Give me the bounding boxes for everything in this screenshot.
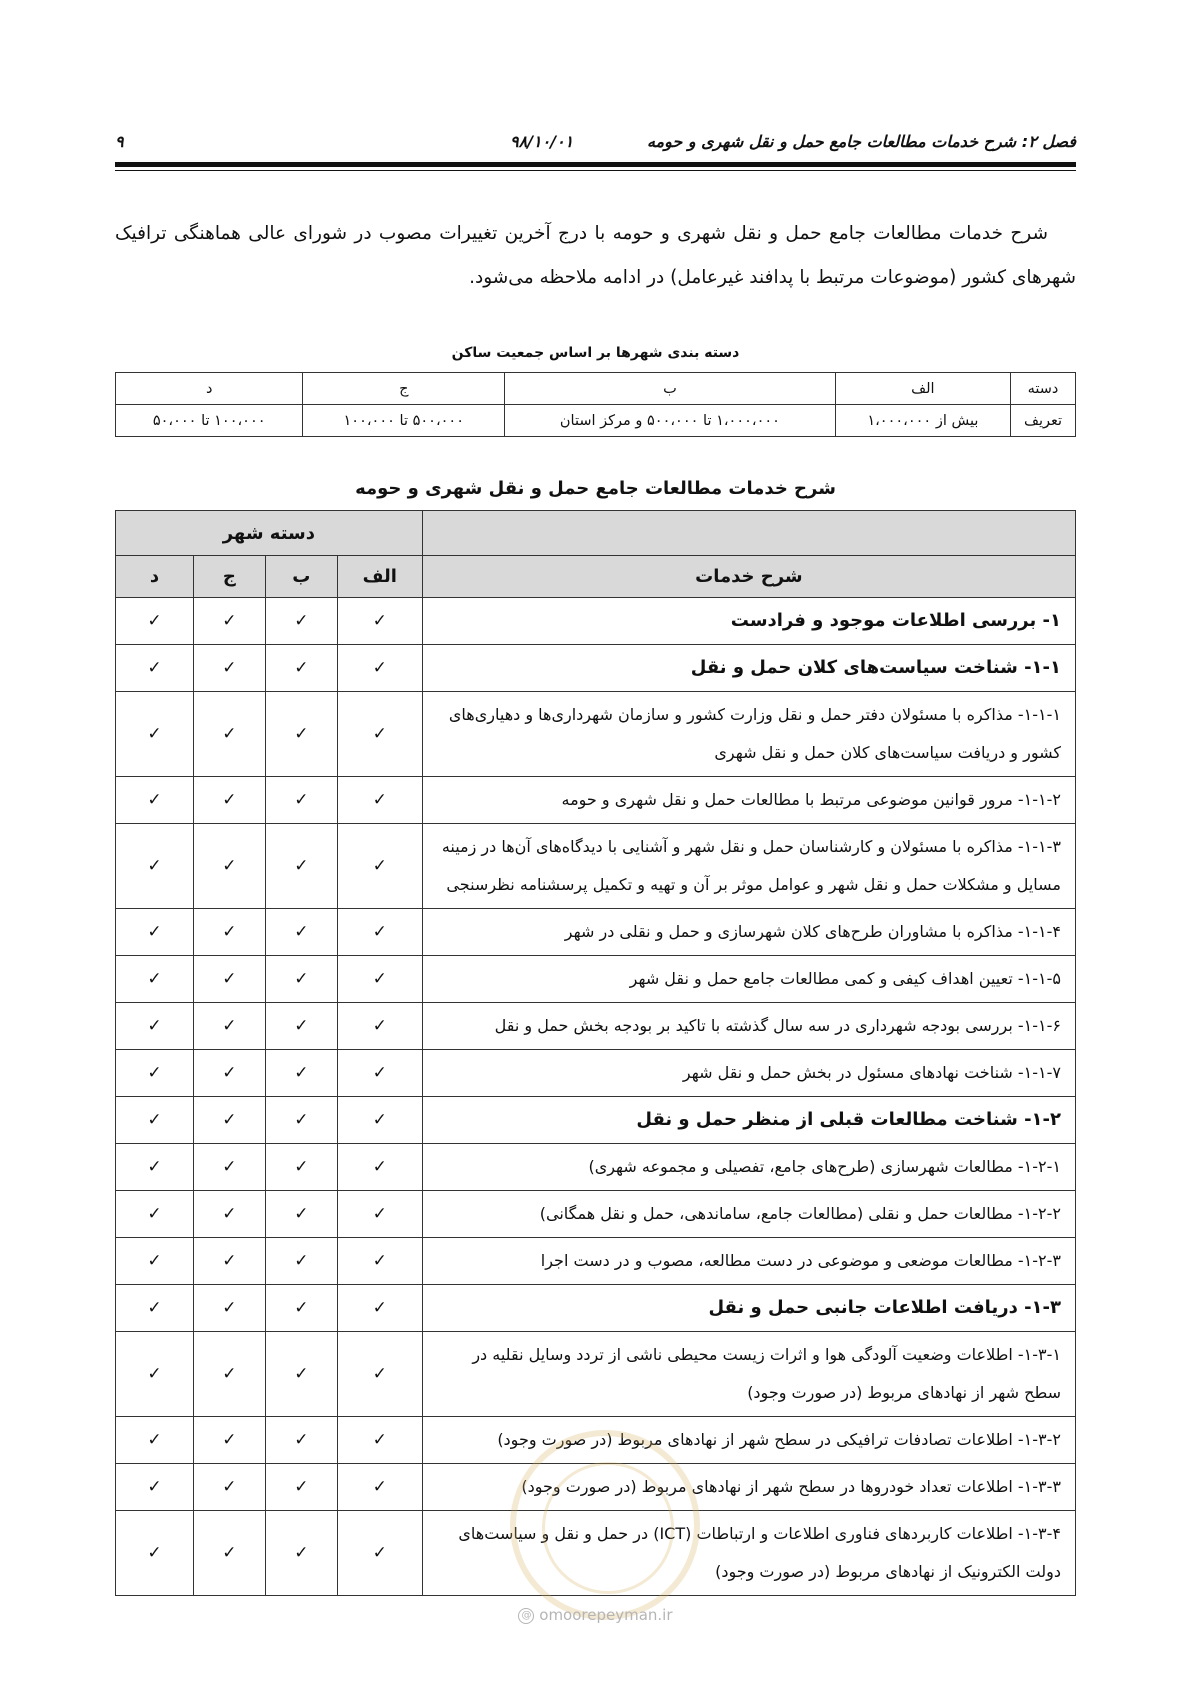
checkmark-icon: ✓ bbox=[193, 1417, 265, 1464]
service-section-title: ۱-۱- شناخت سیاست‌های کلان حمل و نقل bbox=[422, 645, 1075, 692]
watermark-seal bbox=[510, 1430, 700, 1620]
checkmark-icon: ✓ bbox=[265, 824, 337, 909]
checkmark-icon: ✓ bbox=[116, 1191, 194, 1238]
checkmark-icon: ✓ bbox=[116, 1238, 194, 1285]
checkmark-icon: ✓ bbox=[116, 1097, 194, 1144]
checkmark-icon: ✓ bbox=[116, 1050, 194, 1097]
checkmark-icon: ✓ bbox=[337, 1191, 422, 1238]
checkmark-icon: ✓ bbox=[116, 1285, 194, 1332]
services-header-row bbox=[116, 511, 1076, 556]
checkmark-icon: ✓ bbox=[193, 692, 265, 777]
checkmark-icon: ✓ bbox=[337, 1464, 422, 1511]
service-row bbox=[116, 1238, 1076, 1285]
desc-header-blank bbox=[422, 511, 1075, 556]
service-item-text: ۱-۱-۳- مذاکره با مسئولان و کارشناسان حمل و نقل شهر و آشنایی با دیدگاه‌های آن‌ها در زمینه مسایل و مشکلات حمل و نقل شهر و عوامل موثر بر آن و تهیه و تکمیل پرسشنامه نظرسنجی bbox=[422, 824, 1075, 909]
checkmark-icon: ✓ bbox=[265, 1285, 337, 1332]
service-item-text: ۱-۱-۵- تعیین اهداف کیفی و کمی مطالعات جامع حمل و نقل شهر bbox=[422, 956, 1075, 1003]
checkmark-icon: ✓ bbox=[265, 1332, 337, 1417]
checkmark-icon: ✓ bbox=[116, 1511, 194, 1596]
header-date: ۹۸/۱۰/۰۱ bbox=[510, 132, 574, 151]
checkmark-icon: ✓ bbox=[337, 909, 422, 956]
city-table-cell: ج bbox=[303, 373, 505, 405]
checkmark-icon: ✓ bbox=[265, 1097, 337, 1144]
checkmark-icon: ✓ bbox=[265, 692, 337, 777]
checkmark-icon: ✓ bbox=[193, 1464, 265, 1511]
city-table-cell: ۵۰۰،۰۰۰ تا ۱۰۰،۰۰۰ bbox=[303, 405, 505, 437]
checkmark-icon: ✓ bbox=[193, 777, 265, 824]
checkmark-icon: ✓ bbox=[193, 598, 265, 645]
category-header-be: ب bbox=[265, 556, 337, 598]
city-table-row bbox=[116, 373, 1076, 405]
page-number: ۹ bbox=[115, 132, 124, 151]
checkmark-icon: ✓ bbox=[116, 1332, 194, 1417]
services-table-caption: شرح خدمات مطالعات جامع حمل و نقل شهری و حومه bbox=[355, 478, 836, 499]
checkmark-icon: ✓ bbox=[116, 1464, 194, 1511]
page-header bbox=[115, 128, 1076, 158]
city-table-caption: دسته بندی شهرها بر اساس جمعیت ساکن bbox=[451, 345, 740, 361]
checkmark-icon: ✓ bbox=[193, 1144, 265, 1191]
at-icon: @ bbox=[518, 1608, 534, 1624]
service-row bbox=[116, 909, 1076, 956]
service-section-title: ۱- بررسی اطلاعات موجود و فرادست bbox=[422, 598, 1075, 645]
checkmark-icon: ✓ bbox=[337, 1285, 422, 1332]
service-item-text: ۱-۲-۳- مطالعات موضعی و موضوعی در دست مطالعه، مصوب و در دست اجرا bbox=[422, 1238, 1075, 1285]
checkmark-icon: ✓ bbox=[193, 1097, 265, 1144]
service-row bbox=[116, 1003, 1076, 1050]
service-row bbox=[116, 598, 1076, 645]
checkmark-icon: ✓ bbox=[337, 777, 422, 824]
checkmark-icon: ✓ bbox=[337, 1144, 422, 1191]
service-row bbox=[116, 1050, 1076, 1097]
checkmark-icon: ✓ bbox=[265, 1191, 337, 1238]
service-item-text: ۱-۱-۷- شناخت نهادهای مسئول در بخش حمل و نقل شهر bbox=[422, 1050, 1075, 1097]
city-table-cell: دسته bbox=[1010, 373, 1075, 405]
desc-header: شرح خدمات bbox=[422, 556, 1075, 598]
service-item-text: ۱-۱-۶- بررسی بودجه شهرداری در سه سال گذشته با تاکید بر بودجه بخش حمل و نقل bbox=[422, 1003, 1075, 1050]
checkmark-icon: ✓ bbox=[193, 1332, 265, 1417]
service-row bbox=[116, 1144, 1076, 1191]
checkmark-icon: ✓ bbox=[337, 1003, 422, 1050]
checkmark-icon: ✓ bbox=[265, 1003, 337, 1050]
checkmark-icon: ✓ bbox=[116, 956, 194, 1003]
checkmark-icon: ✓ bbox=[193, 1191, 265, 1238]
service-row bbox=[116, 824, 1076, 909]
service-row bbox=[116, 1285, 1076, 1332]
checkmark-icon: ✓ bbox=[337, 1417, 422, 1464]
watermark-seal-inner bbox=[542, 1462, 674, 1594]
checkmark-icon: ✓ bbox=[193, 1511, 265, 1596]
service-row bbox=[116, 1097, 1076, 1144]
checkmark-icon: ✓ bbox=[116, 824, 194, 909]
checkmark-icon: ✓ bbox=[265, 909, 337, 956]
checkmark-icon: ✓ bbox=[265, 1417, 337, 1464]
checkmark-icon: ✓ bbox=[116, 1417, 194, 1464]
service-item-text: ۱-۳-۴- اطلاعات کاربردهای فناوری اطلاعات و ارتباطات (ICT) در حمل و نقل و سیاست‌های دولت الکترونیک از نهادهای مربوط (در صورت وجود) bbox=[422, 1511, 1075, 1596]
service-section-title: ۱-۳- دریافت اطلاعات جانبی حمل و نقل bbox=[422, 1285, 1075, 1332]
city-table-cell: ۱۰۰،۰۰۰ تا ۵۰،۰۰۰ bbox=[116, 405, 303, 437]
site-watermark bbox=[0, 1606, 1191, 1624]
checkmark-icon: ✓ bbox=[116, 1003, 194, 1050]
checkmark-icon: ✓ bbox=[116, 777, 194, 824]
checkmark-icon: ✓ bbox=[265, 1511, 337, 1596]
checkmark-icon: ✓ bbox=[337, 824, 422, 909]
service-item-text: ۱-۳-۲- اطلاعات تصادفات ترافیکی در سطح شهر از نهادهای مربوط (در صورت وجود) bbox=[422, 1417, 1075, 1464]
checkmark-icon: ✓ bbox=[265, 645, 337, 692]
checkmark-icon: ✓ bbox=[193, 1285, 265, 1332]
checkmark-icon: ✓ bbox=[265, 1464, 337, 1511]
service-section-title: ۱-۲- شناخت مطالعات قبلی از منظر حمل و نقل bbox=[422, 1097, 1075, 1144]
checkmark-icon: ✓ bbox=[116, 645, 194, 692]
city-table-cell: الف bbox=[835, 373, 1010, 405]
checkmark-icon: ✓ bbox=[337, 956, 422, 1003]
service-item-text: ۱-۱-۱- مذاکره با مسئولان دفتر حمل و نقل وزارت کشور و سازمان شهرداری‌ها و دهیاری‌های کشور و دریافت سیاست‌های کلان حمل و نقل شهری bbox=[422, 692, 1075, 777]
checkmark-icon: ✓ bbox=[265, 1144, 337, 1191]
checkmark-icon: ✓ bbox=[265, 777, 337, 824]
checkmark-icon: ✓ bbox=[337, 1511, 422, 1596]
checkmark-icon: ✓ bbox=[265, 1050, 337, 1097]
checkmark-icon: ✓ bbox=[337, 1332, 422, 1417]
city-table-cell: د bbox=[116, 373, 303, 405]
service-item-text: ۱-۱-۴- مذاکره با مشاوران طرح‌های کلان شهرسازی و حمل و نقلی در شهر bbox=[422, 909, 1075, 956]
city-table-cell: تعریف bbox=[1010, 405, 1075, 437]
checkmark-icon: ✓ bbox=[193, 824, 265, 909]
service-row bbox=[116, 1191, 1076, 1238]
checkmark-icon: ✓ bbox=[116, 692, 194, 777]
city-table-cell: ب bbox=[505, 373, 836, 405]
service-item-text: ۱-۲-۱- مطالعات شهرسازی (طرح‌های جامع، تفصیلی و مجموعه شهری) bbox=[422, 1144, 1075, 1191]
category-header-jim: ج bbox=[193, 556, 265, 598]
service-item-text: ۱-۲-۲- مطالعات حمل و نقلی (مطالعات جامع، ساماندهی، حمل و نقل همگانی) bbox=[422, 1191, 1075, 1238]
city-table-row bbox=[116, 405, 1076, 437]
checkmark-icon: ✓ bbox=[265, 1238, 337, 1285]
service-row bbox=[116, 692, 1076, 777]
checkmark-icon: ✓ bbox=[193, 645, 265, 692]
service-item-text: ۱-۳-۳- اطلاعات تعداد خودروها در سطح شهر از نهادهای مربوط (در صورت وجود) bbox=[422, 1464, 1075, 1511]
intro-paragraph: شرح خدمات مطالعات جامع حمل و نقل شهری و حومه با درج آخرین تغییرات مصوب در شورای عالی هماهنگی ترافیک شهرهای کشور (موضوعات مرتبط با پدافند غیرعامل) در ادامه ملاحظه می‌شود. bbox=[115, 223, 1076, 288]
checkmark-icon: ✓ bbox=[337, 692, 422, 777]
checkmark-icon: ✓ bbox=[116, 598, 194, 645]
checkmark-icon: ✓ bbox=[193, 956, 265, 1003]
service-row bbox=[116, 956, 1076, 1003]
checkmark-icon: ✓ bbox=[337, 645, 422, 692]
service-row bbox=[116, 777, 1076, 824]
checkmark-icon: ✓ bbox=[116, 909, 194, 956]
checkmark-icon: ✓ bbox=[337, 598, 422, 645]
checkmark-icon: ✓ bbox=[265, 956, 337, 1003]
checkmark-icon: ✓ bbox=[337, 1238, 422, 1285]
city-table-cell: ۱،۰۰۰،۰۰۰ تا ۵۰۰،۰۰۰ و مرکز استان bbox=[505, 405, 836, 437]
service-row bbox=[116, 1332, 1076, 1417]
category-header-dal: د bbox=[116, 556, 194, 598]
city-table-cell: بیش از ۱،۰۰۰،۰۰۰ bbox=[835, 405, 1010, 437]
header-rule-thick bbox=[115, 162, 1076, 167]
service-item-text: ۱-۳-۱- اطلاعات وضعیت آلودگی هوا و اثرات زیست محیطی ناشی از تردد وسایل نقلیه در سطح شهر از نهادهای مربوط (در صورت وجود) bbox=[422, 1332, 1075, 1417]
checkmark-icon: ✓ bbox=[193, 909, 265, 956]
city-group-header: دسته شهر bbox=[116, 511, 423, 556]
checkmark-icon: ✓ bbox=[193, 1050, 265, 1097]
services-subheader-row bbox=[116, 556, 1076, 598]
checkmark-icon: ✓ bbox=[337, 1050, 422, 1097]
checkmark-icon: ✓ bbox=[265, 598, 337, 645]
checkmark-icon: ✓ bbox=[193, 1238, 265, 1285]
service-item-text: ۱-۱-۲- مرور قوانین موضوعی مرتبط با مطالعات حمل و نقل شهری و حومه bbox=[422, 777, 1075, 824]
checkmark-icon: ✓ bbox=[116, 1144, 194, 1191]
header-rule-thin bbox=[115, 170, 1076, 171]
category-header-alef: الف bbox=[337, 556, 422, 598]
checkmark-icon: ✓ bbox=[337, 1097, 422, 1144]
site-url: omoorepeyman.ir bbox=[539, 1606, 673, 1624]
service-row bbox=[116, 645, 1076, 692]
chapter-title: فصل ۲: شرح خدمات مطالعات جامع حمل و نقل شهری و حومه bbox=[646, 132, 1076, 151]
city-category-table bbox=[115, 372, 1076, 437]
checkmark-icon: ✓ bbox=[193, 1003, 265, 1050]
